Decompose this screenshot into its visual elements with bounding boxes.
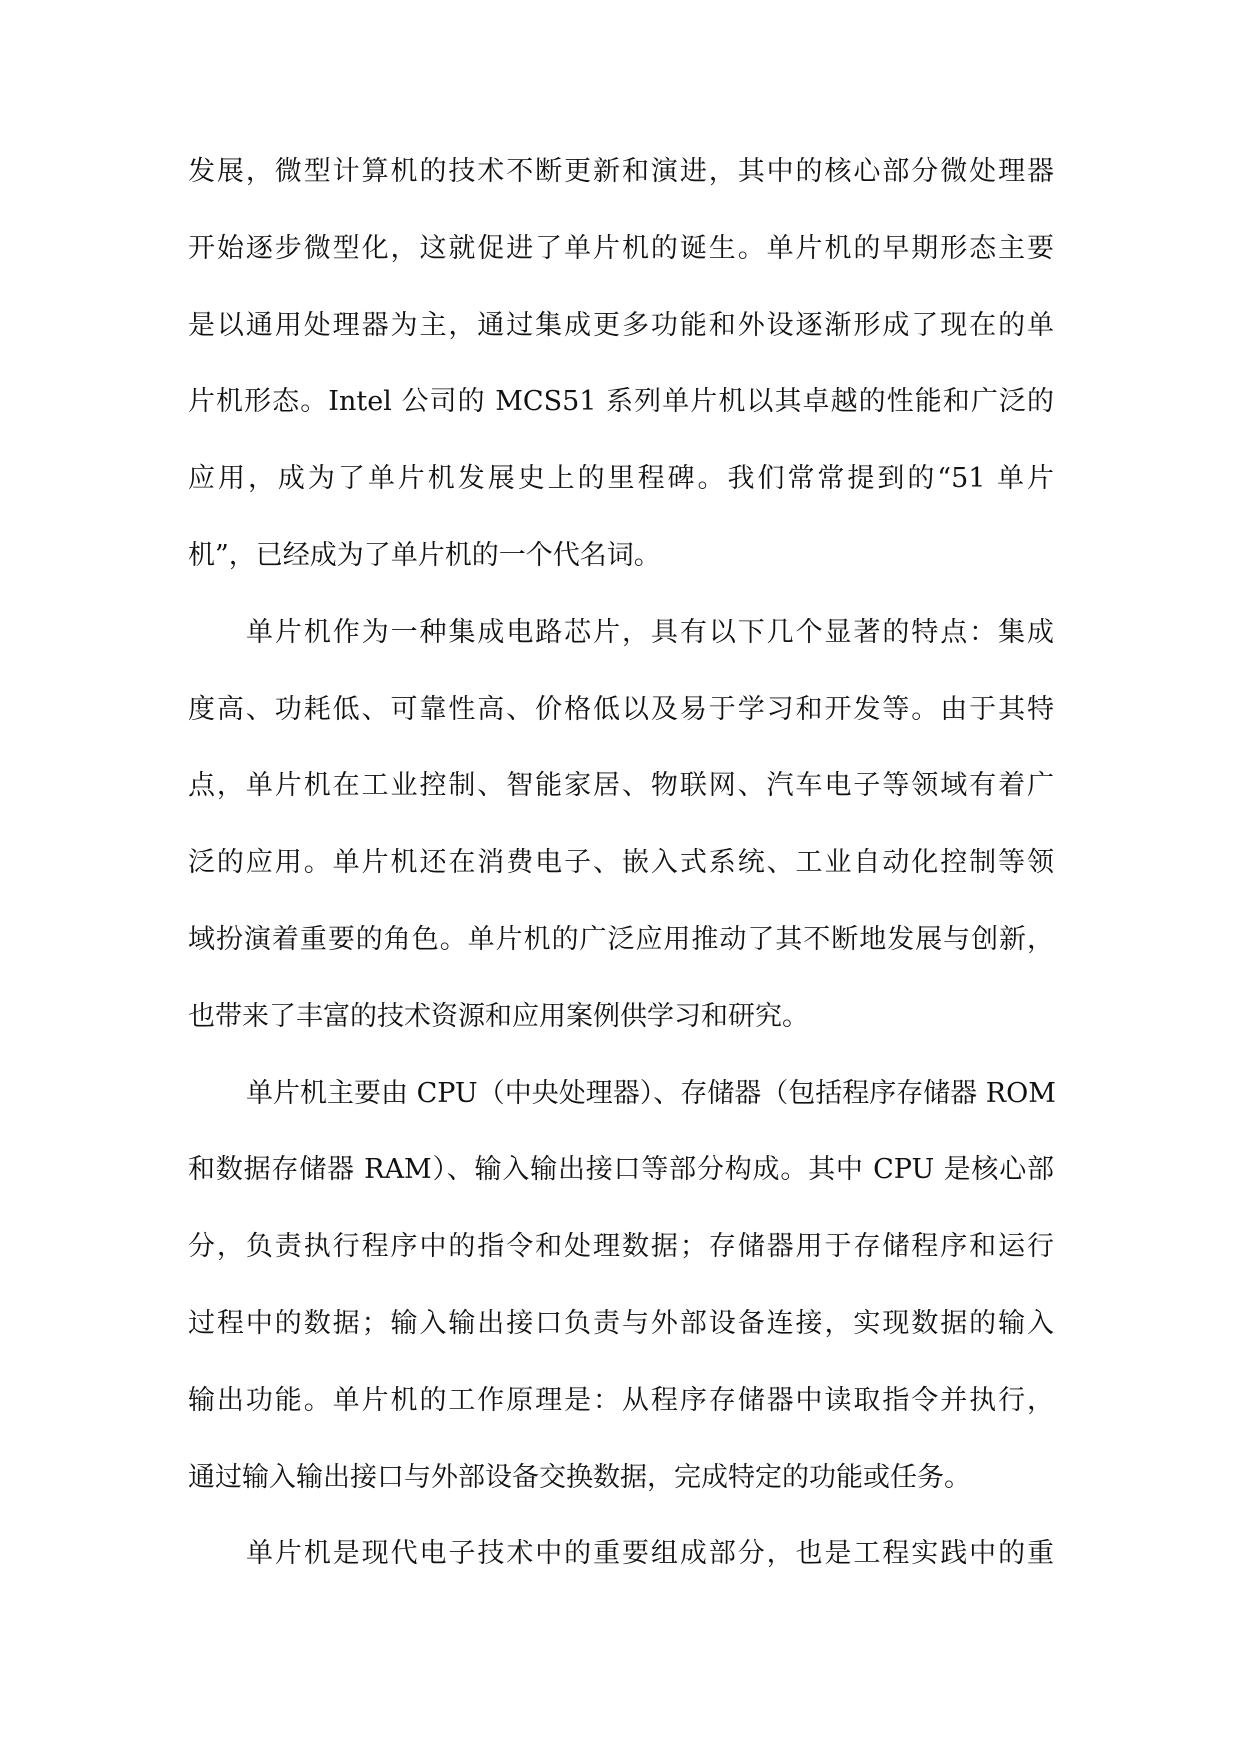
text-line: 单片机主要由 CPU（中央处理器）、存储器（包括程序存储器 ROM (246, 1077, 1056, 1109)
body-text (188, 142, 1054, 1601)
text-line: 通过输入输出接口与外部设备交换数据，完成特定的功能或任务。 (188, 1461, 971, 1493)
text-line: 过程中的数据；输入输出接口负责与外部设备连接，实现数据的输入 (188, 1307, 1054, 1339)
text-line: 片机形态。Intel 公司的 MCS51 系列单片机以其卓越的性能和广泛的 (188, 386, 1054, 418)
text-line: 单片机是现代电子技术中的重要组成部分，也是工程实践中的重 (246, 1538, 1054, 1570)
text-line: 应用，成为了单片机发展史上的里程碑。我们常常提到的“51 单片 (188, 463, 1054, 495)
text-line: 输出功能。单片机的工作原理是：从程序存储器中读取指令并执行， (188, 1384, 1054, 1416)
text-line: 也带来了丰富的技术资源和应用案例供学习和研究。 (188, 1000, 809, 1032)
text-line: 分，负责执行程序中的指令和处理数据；存储器用于存储程序和运行 (188, 1231, 1054, 1263)
text-line: 机”，已经成为了单片机的一个代名词。 (188, 539, 661, 571)
text-line: 度高、功耗低、可靠性高、价格低以及易于学习和开发等。由于其特 (188, 693, 1054, 725)
text-line: 是以通用处理器为主，通过集成更多功能和外设逐渐形成了现在的单 (188, 309, 1054, 341)
text-line: 和数据存储器 RAM）、输入输出接口等部分构成。其中 CPU 是核心部 (188, 1154, 1054, 1186)
text-line: 单片机作为一种集成电路芯片，具有以下几个显著的特点：集成 (246, 616, 1054, 648)
text-line: 域扮演着重要的角色。单片机的广泛应用推动了其不断地发展与创新， (188, 923, 1054, 955)
text-line: 泛的应用。单片机还在消费电子、嵌入式系统、工业自动化控制等领 (188, 847, 1054, 879)
text-line: 点，单片机在工业控制、智能家居、物联网、汽车电子等领域有着广 (188, 770, 1054, 802)
text-line: 发展，微型计算机的技术不断更新和演进，其中的核心部分微处理器 (188, 156, 1054, 187)
text-line: 开始逐步微型化，这就促进了单片机的诞生。单片机的早期形态主要 (188, 232, 1054, 264)
